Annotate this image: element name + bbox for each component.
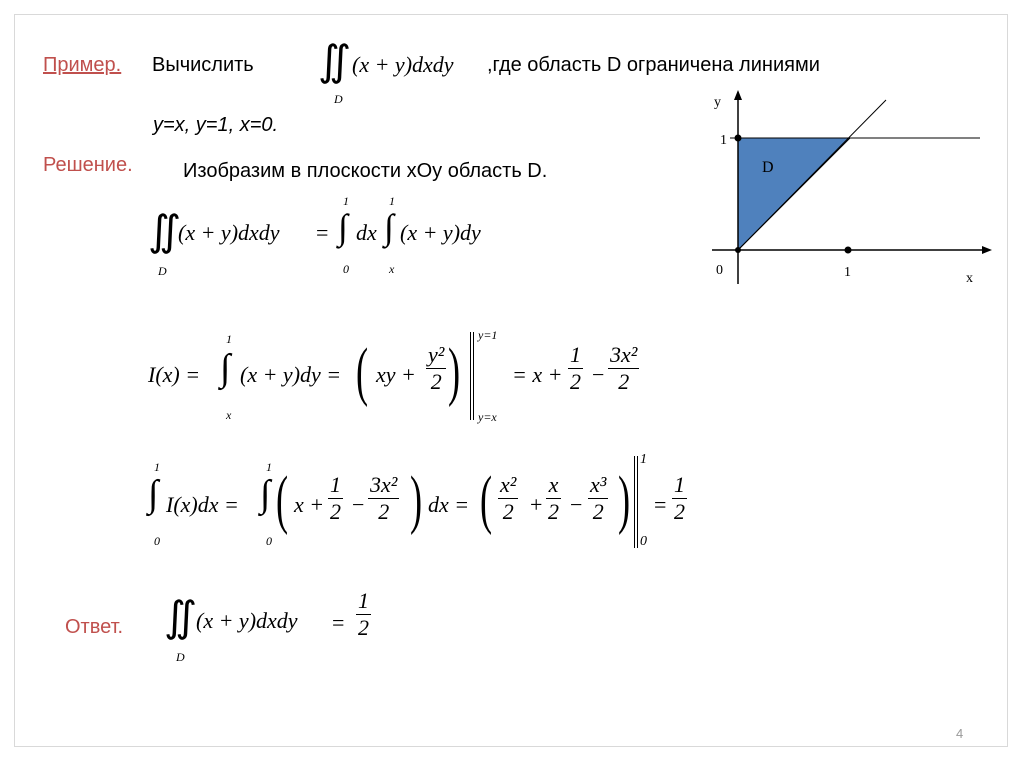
evaluation-bar: [470, 332, 474, 420]
eq2-upper: 1: [226, 332, 232, 346]
eq3-lower-1: 0: [154, 534, 160, 548]
example-condition: ,где область D ограничена линиями: [487, 54, 820, 76]
eq1-inner: (x + y)dy: [400, 220, 481, 245]
example-subscript: D: [334, 92, 343, 106]
eq1-equals: =: [316, 220, 329, 245]
eq1-outer-lower: 0: [343, 262, 349, 276]
eq3-upper-1: 1: [154, 460, 160, 474]
paren-right: ): [618, 463, 631, 536]
integral-sign: ∫: [148, 473, 159, 515]
origin-point: [735, 247, 741, 253]
eq2-eval-lower: y=x: [478, 410, 497, 424]
eq2-frac-1: $\frac{\text{y²}}{2}$: [428, 342, 445, 394]
eq3-minus-1: −: [352, 492, 365, 517]
double-integral-sign: ∬: [318, 39, 352, 85]
paren-left: (: [480, 463, 493, 536]
example-integrand: (x + y)dxdy: [352, 52, 454, 77]
equation-2: [148, 328, 668, 428]
example-label: Пример.: [43, 54, 122, 76]
paren-right: ): [410, 463, 423, 536]
origin-label: 0: [716, 263, 723, 278]
y-axis-arrow: [734, 90, 742, 100]
eq3-frac-1: $\frac{1}{2}$: [330, 472, 341, 524]
integral-sign: ∫: [384, 207, 394, 247]
eq2-integrand: (x + y)dy =: [240, 362, 342, 387]
paren-left: (: [276, 463, 289, 536]
eq2-frac-2: $\frac{1}{2}$: [570, 342, 581, 394]
integral-sign: ∫: [260, 473, 271, 515]
evaluation-bar: [634, 456, 638, 548]
eq2-frac-3: $\frac{\text{3x²}}{2}$: [610, 342, 638, 394]
paren-left: (: [356, 335, 369, 408]
answer-label: Ответ.: [65, 616, 124, 638]
integral-sign: ∫: [220, 347, 231, 389]
eq3-frac-3: $\frac{\text{x²}}{2}$: [500, 472, 517, 524]
eq3-lower-2: 0: [266, 534, 272, 548]
eq3-open: x +: [294, 492, 325, 517]
eq3-result: $\frac{1}{2}$: [674, 472, 685, 524]
eq2-eval-upper: y=1: [478, 328, 498, 342]
eq3-equals: =: [654, 492, 667, 517]
eq2-lhs: I(x) =: [148, 362, 201, 387]
eq1-dx: dx: [356, 220, 377, 245]
x-axis-arrow: [982, 246, 992, 254]
point-1-0: [845, 247, 852, 254]
region-graph: [690, 88, 1000, 298]
eq2-rhs: = x +: [512, 362, 563, 387]
equation-3: [148, 450, 708, 550]
page-number: 4: [956, 726, 964, 741]
answer-fraction: $\frac{1}{2}$: [358, 588, 369, 640]
eq3-part-1: I(x)dx =: [166, 492, 239, 517]
solution-text: Изобразим в плоскости xOy область D.: [183, 160, 548, 182]
eq3-frac-4: $\frac{x}{2}$: [548, 472, 559, 524]
double-integral-sign: ∬: [164, 595, 198, 641]
example-verb: Вычислить: [152, 54, 254, 76]
integral-sign: ∫: [338, 207, 348, 247]
eq3-frac-5: $\frac{\text{x³}}{2}$: [590, 472, 607, 524]
eq2-lower: x: [226, 408, 232, 422]
eq3-eval-upper: 1: [640, 452, 647, 467]
double-integral-sign: ∬: [148, 209, 182, 255]
tick-x-label: 1: [844, 265, 851, 280]
answer-equals: =: [332, 610, 345, 635]
example-lines: y=x, y=1, x=0.: [153, 114, 279, 136]
answer-sub: D: [176, 650, 185, 664]
answer-integrand: (x + y)dxdy: [196, 608, 298, 633]
eq1-lhs: (x + y)dxdy: [178, 220, 280, 245]
eq3-plus: +: [530, 492, 543, 517]
answer-equation: [164, 584, 394, 664]
tick-y-label: 1: [720, 133, 727, 148]
eq3-upper-2: 1: [266, 460, 272, 474]
eq1-inner-lower: x: [389, 262, 395, 276]
x-axis-label: x: [966, 271, 973, 286]
point-0-1: [735, 135, 742, 142]
eq3-dx: dx =: [428, 492, 470, 517]
y-axis-label: y: [714, 95, 721, 110]
region-label: D: [762, 159, 774, 176]
eq3-eval-lower: 0: [640, 534, 647, 549]
equation-1: [148, 192, 518, 284]
eq1-inner-upper: 1: [389, 194, 395, 208]
eq3-minus-2: −: [570, 492, 583, 517]
eq2-paren-left: xy +: [376, 362, 416, 387]
solution-label: Решение.: [43, 154, 133, 176]
eq2-minus: −: [592, 362, 605, 387]
eq1-outer-upper: 1: [343, 194, 349, 208]
eq1-lhs-sub: D: [158, 264, 167, 278]
paren-right: ): [448, 335, 461, 408]
eq3-frac-2: $\frac{\text{3x²}}{2}$: [370, 472, 398, 524]
